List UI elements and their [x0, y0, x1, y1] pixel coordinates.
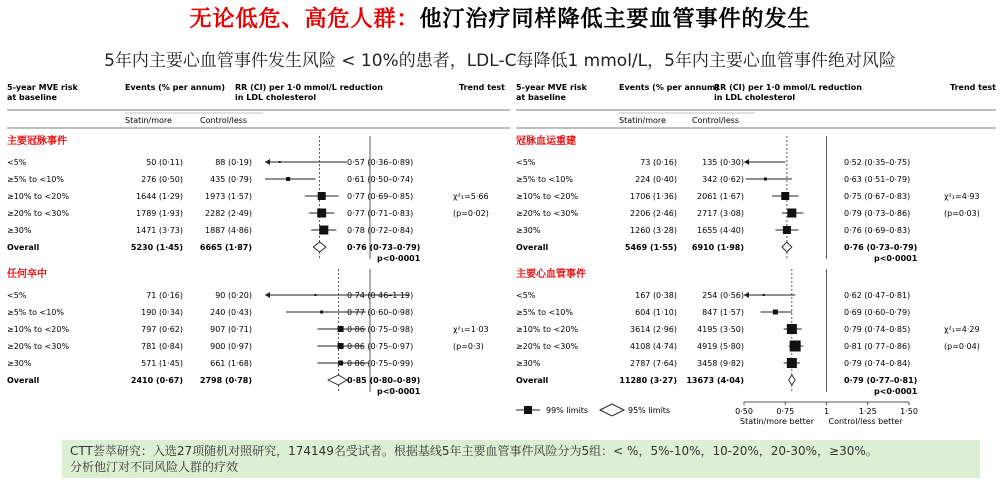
overall-diamond	[782, 242, 792, 252]
col-header-control: Control/less	[692, 116, 740, 125]
row-label: ≥10% to <20%	[7, 325, 70, 334]
control-events: 240 (0·43)	[210, 308, 252, 317]
control-events: 1887 (4·86)	[205, 226, 252, 235]
col-header-events: Events (% per annum)	[619, 83, 719, 92]
x-tick-label: 1·50	[900, 407, 918, 416]
rr-ci-text: 0·77 (0·69–0·85)	[347, 192, 414, 201]
forest-left	[5, 80, 510, 430]
axis-better-right: Control/less better	[828, 417, 903, 426]
x-tick-label: 0·75	[776, 407, 795, 416]
col-header-risk: at baseline	[7, 93, 57, 102]
row-label: Overall	[516, 243, 549, 252]
control-events: 254 (0·56)	[702, 291, 744, 300]
ci-arrow	[744, 292, 749, 298]
row-label: ≥30%	[516, 359, 541, 368]
col-header-risk: 5-year MVE risk	[516, 83, 587, 92]
control-events: 847 (1·57)	[702, 308, 744, 317]
statin-events: 276 (0·50)	[141, 175, 183, 184]
row-label: <5%	[516, 158, 536, 167]
point-estimate	[764, 178, 767, 181]
row-label: ≥30%	[516, 226, 541, 235]
axis-better-left: Statin/more better	[740, 417, 814, 426]
rr-ci-text: 0·75 (0·67–0·83)	[844, 192, 911, 201]
overall-p: p<0·0001	[874, 254, 918, 263]
control-events: 3458 (9·82)	[697, 359, 744, 368]
control-events: 13673 (4·04)	[686, 376, 744, 385]
col-header-risk: 5-year MVE risk	[7, 83, 78, 92]
col-header-events: Events (% per annum)	[125, 83, 225, 92]
statin-events: 1706 (1·36)	[630, 192, 677, 201]
statin-events: 604 (1·10)	[635, 308, 677, 317]
row-label: ≥20% to <30%	[7, 342, 70, 351]
point-estimate	[317, 209, 326, 218]
point-estimate	[314, 294, 316, 296]
x-tick-label: 0·50	[735, 407, 753, 416]
control-events: 90 (0·20)	[215, 291, 252, 300]
control-events: 1973 (1·57)	[205, 192, 252, 201]
legend-diamond	[600, 404, 624, 416]
ci-arrow	[265, 159, 270, 165]
statin-events: 167 (0·38)	[635, 291, 677, 300]
point-estimate	[319, 226, 328, 235]
forest-plot-left	[5, 80, 510, 430]
panel-title-0: 主要冠脉事件	[7, 136, 67, 147]
control-events: 1655 (4·40)	[697, 226, 744, 235]
rr-ci-text: 0·86 (0·75–0·99)	[347, 359, 414, 368]
panel-title-1: 任何卒中	[7, 269, 47, 280]
statin-events: 4108 (4·74)	[630, 342, 677, 351]
statin-events: 2787 (7·64)	[630, 359, 677, 368]
control-events: 2282 (2·49)	[205, 209, 252, 218]
point-estimate	[279, 161, 281, 163]
rr-ci-text: 0·79 (0·77–0·81)	[844, 376, 918, 385]
control-events: 6665 (1·87)	[199, 243, 252, 252]
trend-p: (p=0·04)	[944, 342, 980, 351]
rr-ci-text: 0·77 (0·71–0·83)	[347, 209, 414, 218]
legend-filled-label: 99% limits	[546, 406, 589, 415]
overall-diamond	[328, 375, 347, 385]
forest-plot-right	[514, 80, 996, 430]
overall-p: p<0·0001	[874, 387, 918, 396]
col-header-trend: Trend test	[950, 83, 996, 92]
rr-ci-text: 0·76 (0·73–0·79)	[844, 243, 918, 252]
overall-diamond	[313, 242, 326, 252]
statin-events: 1644 (1·29)	[136, 192, 183, 201]
statin-events: 5469 (1·55)	[624, 243, 677, 252]
x-tick-label: 1·25	[858, 407, 877, 416]
title-red: 无论低危、高危人群：	[189, 7, 420, 32]
statin-events: 1260 (3·28)	[630, 226, 677, 235]
control-events: 342 (0·62)	[702, 175, 744, 184]
overall-diamond	[789, 375, 796, 385]
row-label: Overall	[7, 243, 40, 252]
rr-ci-text: 0·85 (0·80–0·89)	[347, 376, 421, 385]
rr-ci-text: 0·69 (0·60–0·79)	[844, 308, 911, 317]
rr-ci-text: 0·86 (0·75–0·98)	[347, 325, 414, 334]
statin-events: 190 (0·34)	[141, 308, 183, 317]
row-label: ≥5% to <10%	[516, 308, 573, 317]
control-events: 435 (0·79)	[210, 175, 252, 184]
col-header-statin: Statin/more	[619, 116, 666, 125]
statin-events: 71 (0·16)	[146, 291, 183, 300]
rr-ci-text: 0·63 (0·51–0·79)	[844, 175, 911, 184]
rr-ci-text: 0·79 (0·73–0·86)	[844, 209, 911, 218]
col-header-rr: RR (CI) per 1·0 mmol/L reduction	[714, 83, 862, 92]
point-estimate	[318, 192, 326, 200]
row-label: ≥10% to <20%	[7, 192, 70, 201]
statin-events: 73 (0·16)	[640, 158, 677, 167]
point-estimate	[338, 343, 344, 349]
trend-stat: χ²₁=5·66	[453, 192, 489, 201]
row-label: ≥20% to <30%	[7, 209, 70, 218]
rr-ci-text: 0·79 (0·74–0·85)	[844, 325, 911, 334]
control-events: 900 (0·97)	[210, 342, 252, 351]
trend-p: (p=0·03)	[944, 209, 980, 218]
footer-line1: CTT荟萃研究：入选27项随机对照研究，174149名受试者。根据基线5年主要血管事件风险分为5组：< %，5%-10%，10-20%，20-30%，≥30%。	[70, 444, 878, 458]
statin-events: 797 (0·62)	[141, 325, 183, 334]
footer-line2: 分析他汀对不同风险人群的疗效	[70, 460, 239, 474]
ci-arrow	[265, 292, 270, 298]
statin-events: 1471 (3·73)	[136, 226, 183, 235]
row-label: ≥5% to <10%	[7, 308, 64, 317]
point-estimate	[787, 358, 797, 368]
rr-ci-text: 0·62 (0·47–0·81)	[844, 291, 911, 300]
point-estimate	[787, 324, 797, 334]
statin-events: 5230 (1·45)	[130, 243, 183, 252]
x-tick-label: 1	[823, 407, 830, 416]
col-header-statin: Statin/more	[125, 116, 172, 125]
rr-ci-text: 0·76 (0·69–0·83)	[844, 226, 911, 235]
row-label: ≥10% to <20%	[516, 325, 579, 334]
control-events: 4195 (3·50)	[697, 325, 744, 334]
row-label: ≥20% to <30%	[516, 342, 579, 351]
control-events: 6910 (1·98)	[691, 243, 744, 252]
legend-square	[524, 406, 532, 414]
row-label: ≥30%	[7, 359, 32, 368]
point-estimate	[787, 209, 796, 218]
control-events: 135 (0·30)	[702, 158, 744, 167]
col-header-rr: RR (CI) per 1·0 mmol/L reduction	[235, 83, 383, 92]
point-estimate	[773, 310, 778, 315]
panel-title-0: 冠脉血运重建	[516, 136, 576, 147]
col-header-risk: at baseline	[516, 93, 566, 102]
trend-p: (p=0·02)	[453, 209, 489, 218]
control-events: 4919 (5·80)	[697, 342, 744, 351]
title-black: 他汀治疗同样降低主要血管事件的发生	[419, 7, 811, 32]
control-events: 88 (0·19)	[215, 158, 252, 167]
rr-ci-text: 0·79 (0·74–0·84)	[844, 359, 911, 368]
row-label: ≥10% to <20%	[516, 192, 579, 201]
point-estimate	[286, 177, 290, 181]
point-estimate	[338, 326, 344, 332]
point-estimate	[790, 341, 801, 352]
point-estimate	[746, 161, 748, 163]
trend-p: (p=0·3)	[453, 342, 484, 351]
footer-note	[62, 440, 980, 478]
row-label: <5%	[7, 291, 27, 300]
control-events: 2061 (1·67)	[697, 192, 744, 201]
point-estimate	[763, 294, 765, 296]
panel-title-1: 主要心血管事件	[516, 269, 586, 280]
rr-ci-text: 0·81 (0·77–0·86)	[844, 342, 911, 351]
col-header-control: Control/less	[200, 116, 248, 125]
overall-p: p<0·0001	[377, 387, 421, 396]
point-estimate	[781, 192, 789, 200]
rr-ci-text: 0·61 (0·50–0·74)	[347, 175, 414, 184]
trend-stat: χ²₁=4·29	[944, 325, 980, 334]
statin-events: 781 (0·84)	[141, 342, 183, 351]
trend-stat: χ²₁=1·03	[453, 325, 489, 334]
rr-ci-text: 0·86 (0·75–0·97)	[347, 342, 414, 351]
statin-events: 3614 (2·96)	[630, 325, 677, 334]
row-label: ≥5% to <10%	[516, 175, 573, 184]
control-events: 907 (0·71)	[210, 325, 252, 334]
rr-ci-text: 0·74 (0·46–1·19)	[347, 291, 414, 300]
col-header-rr: in LDL cholesterol	[714, 93, 796, 102]
point-estimate	[783, 226, 791, 234]
statin-events: 2206 (2·46)	[630, 209, 677, 218]
row-label: ≥5% to <10%	[7, 175, 64, 184]
rr-ci-text: 0·78 (0·72–0·84)	[347, 226, 414, 235]
row-label: ≥30%	[7, 226, 32, 235]
statin-events: 2410 (0·67)	[130, 376, 183, 385]
statin-events: 224 (0·40)	[635, 175, 677, 184]
row-label: ≥20% to <30%	[516, 209, 579, 218]
col-header-trend: Trend test	[459, 83, 505, 92]
statin-events: 11280 (3·27)	[619, 376, 677, 385]
point-estimate	[338, 361, 343, 366]
statin-events: 571 (1·45)	[141, 359, 183, 368]
rr-ci-text: 0·77 (0·60–0·98)	[347, 308, 414, 317]
page-title	[0, 2, 1000, 33]
row-label: Overall	[516, 376, 549, 385]
statin-events: 1789 (1·93)	[136, 209, 183, 218]
point-estimate	[320, 311, 323, 314]
control-events: 2717 (3·08)	[697, 209, 744, 218]
trend-stat: χ²₁=4·93	[944, 192, 980, 201]
rr-ci-text: 0·76 (0·73–0·79)	[347, 243, 421, 252]
overall-p: p<0·0001	[377, 254, 421, 263]
col-header-rr: in LDL cholesterol	[235, 93, 317, 102]
row-label: Overall	[7, 376, 40, 385]
control-events: 661 (1·68)	[210, 359, 252, 368]
control-events: 2798 (0·78)	[199, 376, 252, 385]
row-label: <5%	[7, 158, 27, 167]
page-subtitle: 5年内主要心血管事件发生风险 < 10%的患者，LDL-C每降低1 mmol/L，5年内主要心血管事件绝对风险	[104, 51, 896, 71]
rr-ci-text: 0·52 (0·35–0·75)	[844, 158, 911, 167]
legend-open-label: 95% limits	[628, 406, 671, 415]
row-label: <5%	[516, 291, 536, 300]
rr-ci-text: 0·57 (0·36–0·89)	[347, 158, 414, 167]
forest-right	[514, 80, 996, 430]
statin-events: 50 (0·11)	[146, 158, 183, 167]
